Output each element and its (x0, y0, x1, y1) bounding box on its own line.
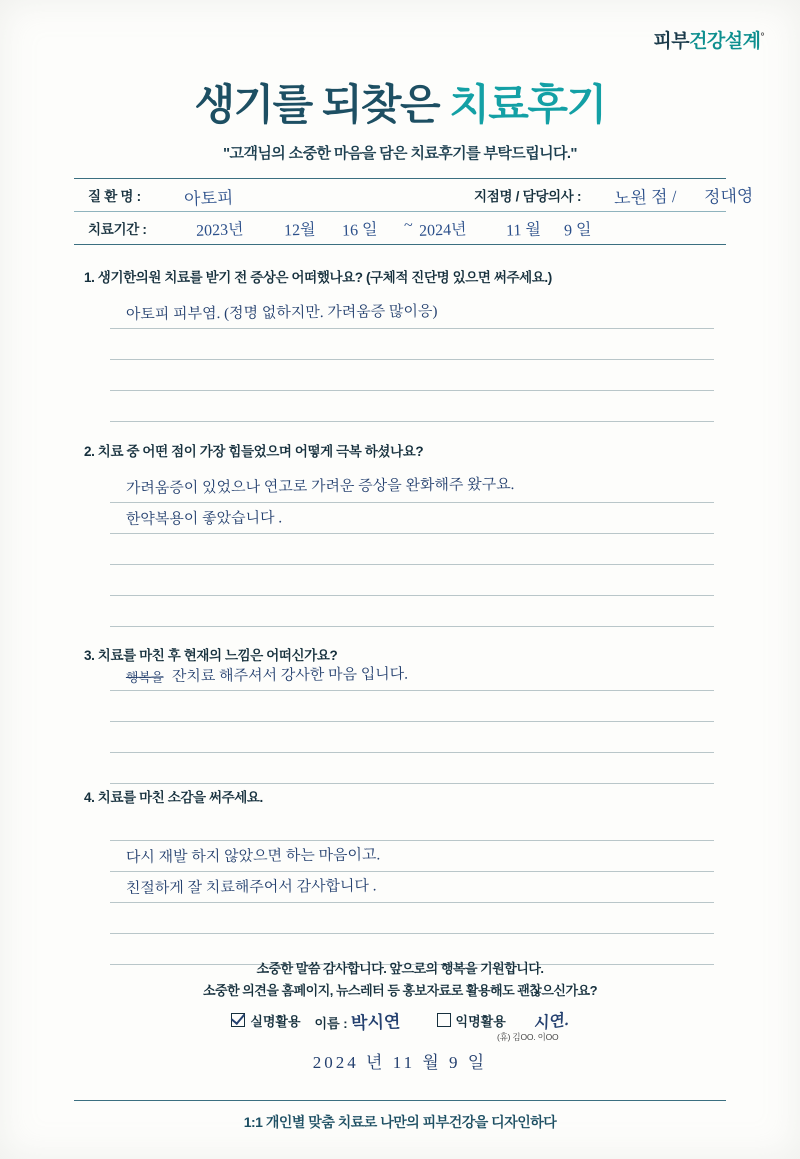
footer-tagline: 1:1 개인별 맞춤 치료로 나만의 피부건강을 디자인하다 (243, 1114, 557, 1130)
signature-value: 시연. (533, 1011, 569, 1034)
checkbox-empty-icon[interactable] (437, 1013, 451, 1027)
footer-divider (74, 1100, 726, 1101)
question-4-answer-1: 다시 재발 하지 않았으면 하는 마음이고. (125, 847, 381, 867)
brand-degree-mark: ° (760, 31, 764, 43)
page-title (0, 72, 800, 132)
diagnosis-value: 아토피 (183, 188, 234, 209)
question-1-answer-lines (110, 298, 714, 422)
answer-line[interactable] (110, 872, 714, 903)
page-title-part1: 생기를 되찾은 (194, 81, 450, 128)
answer-line[interactable] (110, 298, 714, 329)
brand-logo (653, 26, 764, 53)
question-2-text: 2. 치료 중 어떤 점이 가장 힘들었으며 어떻게 극복 하셨나요? (84, 444, 424, 459)
date-year: 2024 년 (312, 1053, 386, 1072)
question-3-strikethrough-text: 행복을 (125, 669, 164, 686)
answer-line[interactable] (110, 753, 714, 784)
period-tilde: ~ (404, 217, 413, 234)
name-field-group (315, 1008, 401, 1033)
page-title-part2: 치료후기 (449, 81, 606, 128)
question-2-answer-lines (110, 472, 714, 627)
answer-line[interactable] (110, 360, 714, 391)
question-2-answer-1: 가려움증이 있었으나 연고로 가려운 증상을 완화해주 왔구요. (125, 476, 515, 498)
consent-anon-label: 익명활용 (455, 1014, 506, 1029)
answer-line[interactable] (110, 722, 714, 753)
question-4-answer-lines (110, 810, 714, 965)
answer-line[interactable] (110, 841, 714, 872)
period-start-day: 16 일 (341, 221, 378, 240)
brand-text-accent: 건강설계 (689, 31, 761, 52)
name-value: 박시연 (350, 1012, 401, 1033)
answer-line[interactable] (110, 810, 714, 841)
patient-info-table (74, 178, 754, 245)
period-label: 치료기간 : (88, 222, 147, 237)
question-4-text: 4. 치료를 마친 소감을 써주세요. (84, 790, 263, 805)
info-row-diagnosis (74, 179, 754, 212)
answer-line[interactable] (110, 660, 714, 691)
answer-line[interactable] (110, 503, 714, 534)
answer-line[interactable] (110, 596, 714, 627)
page-subtitle: "고객님의 소중한 마음을 담은 치료후기를 부탁드립니다." (223, 145, 577, 162)
period-start-month: 12월 (283, 221, 316, 240)
question-2-answer-2: 한약복용이 좋았습니다 . (125, 510, 283, 529)
info-row-period (74, 212, 726, 244)
thanks-line-1: 소중한 말씀 감사합니다. 앞으로의 행복을 기원합니다. (256, 961, 544, 976)
answer-line[interactable] (110, 691, 714, 722)
branch-value: 노원 점 / (613, 186, 677, 209)
stamp-text: (휴) 김OO. 이OO (497, 1032, 559, 1042)
question-3-answer-lines (110, 660, 714, 784)
answer-line[interactable] (110, 565, 714, 596)
consent-real-name-option[interactable] (231, 1011, 300, 1030)
thanks-line-2: 소중한 의견을 홈페이지, 뉴스레터 등 홍보자료로 활용해도 괜찮으신가요? (202, 983, 598, 998)
answer-line[interactable] (110, 903, 714, 934)
period-end-year: 2024년 (418, 221, 467, 240)
brand-text-dark: 피부 (653, 31, 690, 52)
branch-doctor-label: 지점명 / 담당의사 : (474, 189, 582, 204)
signature-date (0, 1048, 800, 1073)
consent-row (0, 1008, 800, 1033)
answer-line[interactable] (110, 329, 714, 360)
doctor-value: 정대영 (703, 186, 754, 207)
answer-line[interactable] (110, 472, 714, 503)
question-3-answer-1: 잔치료 해주셔서 강사한 마음 입니다. (171, 666, 409, 686)
checkbox-checked-icon[interactable] (231, 1013, 245, 1027)
period-end-day: 9 일 (563, 221, 592, 240)
question-1-text: 1. 생기한의원 치료를 받기 전 증상은 어떠했나요? (구체적 진단명 있으면 써주세요.) (84, 270, 552, 285)
question-1-answer-1: 아토피 피부염. (정명 없하지만. 가려움증 많이응) (125, 303, 438, 324)
date-month: 11 월 (392, 1053, 442, 1072)
period-start-year: 2023년 (195, 221, 244, 240)
date-day: 9 일 (449, 1053, 488, 1072)
consent-real-label: 실명활용 (250, 1014, 301, 1029)
diagnosis-label: 질 환 명 : (88, 189, 141, 204)
period-end-month: 11 월 (505, 221, 542, 240)
answer-line[interactable] (110, 391, 714, 422)
question-3-text: 3. 치료를 마친 후 현재의 느낌은 어떠신가요? (84, 648, 338, 663)
answer-line[interactable] (110, 534, 714, 565)
question-4-answer-2: 친절하게 잘 치료해주어서 감사합니다 . (125, 878, 377, 898)
consent-anonymous-option[interactable] (437, 1011, 506, 1030)
name-label: 이름 : (314, 1016, 348, 1031)
